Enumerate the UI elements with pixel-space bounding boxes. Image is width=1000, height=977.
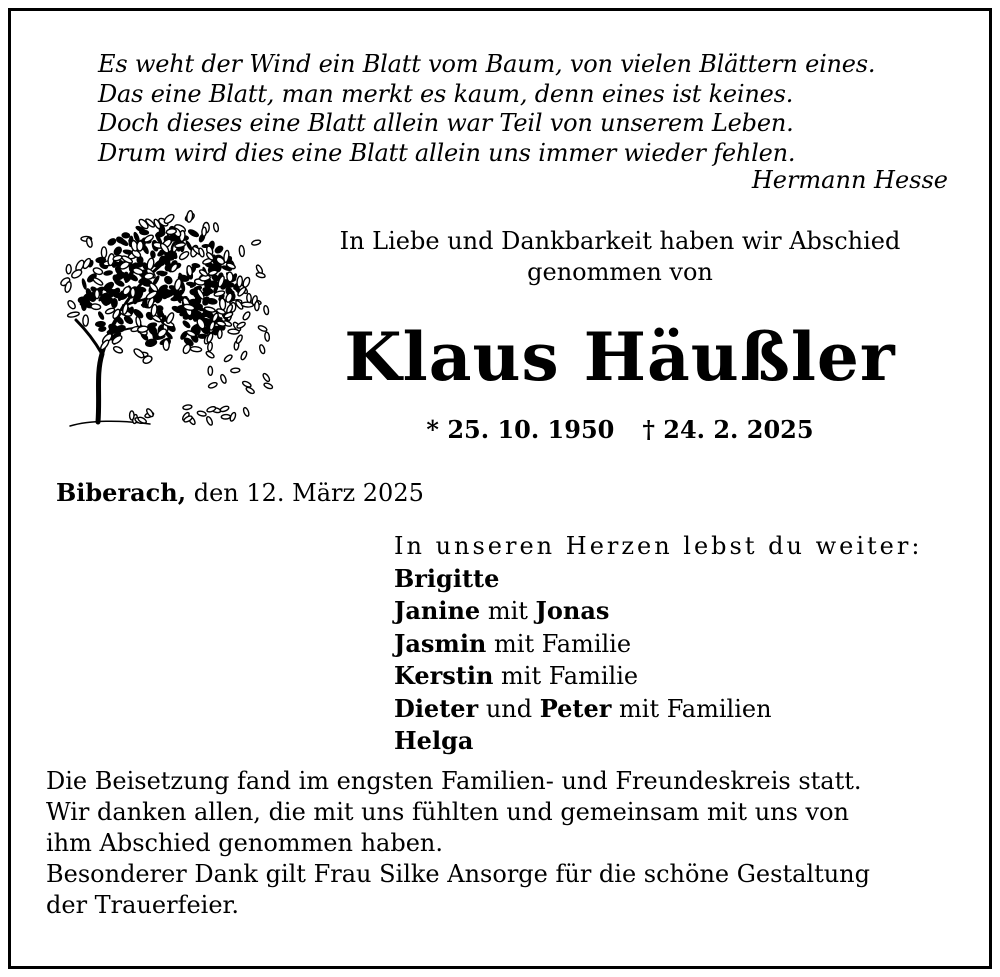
- closing-text: [46, 766, 966, 921]
- leaf-shape: [91, 303, 101, 310]
- closing-line: ihm Abschied genommen haben.: [46, 829, 443, 857]
- leaf-shape: [205, 350, 215, 359]
- leaf-shape: [263, 382, 273, 390]
- intro-line: genommen von: [527, 258, 713, 286]
- birth-date: * 25. 10. 1950: [426, 415, 615, 444]
- poem-line: Doch dieses eine Blatt allein war Teil von unserem Leben.: [98, 109, 794, 137]
- leaf-shape: [67, 299, 77, 310]
- mourner-row: [394, 563, 922, 596]
- closing-line: Die Beisetzung fand im engsten Familien- und Freundeskreis statt.: [46, 767, 862, 795]
- leaf-shape: [220, 405, 230, 412]
- mourner-name: Dieter: [394, 693, 479, 723]
- leaf-shape: [130, 411, 134, 420]
- leaf-shape: [101, 247, 106, 258]
- leaf-shape: [242, 380, 252, 388]
- leaf-shape: [166, 228, 177, 235]
- leaf-shape: [247, 293, 252, 302]
- mourner-row: [394, 628, 922, 661]
- mourner-name: Peter: [539, 693, 612, 723]
- deceased-name: Klaus Häußler: [344, 318, 896, 396]
- leaf-shape: [207, 342, 213, 352]
- mourner-conjunction: und: [478, 694, 540, 723]
- leaf-shape: [206, 416, 214, 426]
- death-date: † 24. 2. 2025: [642, 415, 814, 444]
- leaf-shape: [82, 257, 92, 269]
- leaf-shape: [221, 414, 230, 419]
- leaf-shape: [92, 277, 104, 287]
- mourners-heading: In unseren Herzen lebst du weiter:: [394, 532, 923, 560]
- leaf-shape: [239, 245, 245, 256]
- leaf-shape: [132, 267, 144, 276]
- mourner-suffix: mit Familie: [493, 662, 639, 690]
- mourners-list: [394, 530, 922, 758]
- leaf-shape: [103, 270, 112, 276]
- leaf-shape: [131, 288, 136, 297]
- poem-line: Es weht der Wind ein Blatt vom Baum, von vielen Blättern eines.: [98, 50, 876, 78]
- leaf-shape: [97, 310, 106, 321]
- mourner-name: Janine: [394, 596, 481, 625]
- leaf-shape: [114, 279, 125, 288]
- leaf-shape: [202, 227, 207, 236]
- leaf-shape: [183, 404, 193, 410]
- poem-line: Das eine Blatt, man merkt es kaum, denn eines ist keines.: [98, 79, 794, 108]
- leaf-shape: [231, 368, 240, 373]
- leaf-shape: [178, 250, 190, 261]
- mourner-conjunction: mit: [480, 597, 536, 625]
- tree-icon: [50, 194, 280, 434]
- leaf-shape: [163, 340, 169, 351]
- poem: [98, 50, 948, 168]
- mourner-row: [394, 725, 922, 758]
- leaf-shape: [223, 354, 233, 363]
- leaf-shape: [165, 312, 175, 325]
- closing-line: der Trauerfeier.: [46, 891, 240, 919]
- leaf-shape: [190, 346, 202, 352]
- leaf-shape: [259, 344, 266, 354]
- place-date: [56, 478, 424, 508]
- leaf-shape: [220, 374, 227, 384]
- mourner-row: [394, 693, 922, 726]
- leaf-shape: [242, 407, 249, 417]
- leaf-shape: [133, 347, 146, 359]
- leaf-shape: [251, 239, 261, 246]
- leaf-shape: [242, 311, 251, 321]
- leaf-shape: [81, 278, 88, 290]
- mourner-name: Brigitte: [394, 563, 500, 593]
- leaf-shape: [99, 339, 110, 351]
- notice-date: den 12. März 2025: [186, 479, 424, 507]
- leaf-shape: [186, 210, 193, 222]
- leaf-shape: [263, 305, 269, 315]
- poem-line: Drum wird dies eine Blatt allein uns immer wieder fehlen.: [98, 138, 796, 167]
- leaf-shape: [182, 320, 191, 329]
- leaf-shape: [217, 329, 222, 338]
- leaf-shape: [237, 276, 243, 287]
- leaf-shape: [226, 272, 233, 282]
- intro-text: [300, 226, 940, 288]
- leaf-shape: [198, 248, 205, 258]
- mourner-row: [394, 660, 922, 693]
- leaf-shape: [163, 275, 174, 286]
- leaf-shape: [80, 302, 91, 306]
- leaf-shape: [213, 244, 225, 255]
- mourner-name: Kerstin: [394, 661, 494, 690]
- leaf-shape: [208, 366, 213, 375]
- leaf-shape: [258, 325, 268, 333]
- leaf-shape: [255, 302, 260, 311]
- leaf-shape: [107, 237, 117, 246]
- mourner-suffix: mit Familie: [486, 629, 632, 658]
- leaf-shape: [236, 321, 246, 329]
- leaf-shape: [262, 373, 271, 383]
- leaf-shape: [67, 311, 79, 318]
- leaf-shape: [240, 350, 248, 360]
- mourner-name: Jasmin: [394, 628, 487, 658]
- leaf-shape: [174, 278, 183, 291]
- leaf-shape: [83, 315, 89, 326]
- leaf-shape: [136, 241, 143, 252]
- leaf-shape: [113, 345, 124, 354]
- intro-line: In Liebe und Dankbarkeit haben wir Abschied: [339, 227, 901, 255]
- leaf-shape: [197, 410, 207, 416]
- leaf-shape: [70, 268, 83, 279]
- closing-line: Wir danken allen, die mit uns fühlten und gemeinsam mit uns von: [46, 798, 850, 826]
- place-name: Biberach,: [56, 478, 187, 507]
- mourner-suffix: mit Familien: [611, 694, 772, 723]
- life-dates: [300, 414, 940, 446]
- closing-line: Besonderer Dank gilt Frau Silke Ansorge für die schöne Gestaltung: [46, 860, 870, 888]
- leaf-shape: [95, 290, 100, 299]
- leaf-shape: [219, 298, 226, 310]
- mourner-name: Helga: [394, 726, 474, 755]
- mourner-row: [394, 595, 922, 628]
- leaf-shape: [264, 332, 269, 341]
- leaf-shape: [187, 228, 199, 238]
- leaf-shape: [163, 213, 176, 225]
- leaf-shape: [256, 272, 266, 278]
- leaf-shape: [121, 232, 130, 239]
- leaf-shape: [213, 222, 219, 232]
- mourner-name: Jonas: [535, 596, 610, 625]
- leaf-shape: [66, 265, 71, 274]
- leaf-shape: [235, 334, 243, 344]
- leaf-shape: [208, 382, 218, 389]
- poem-author: Hermann Hesse: [751, 166, 948, 194]
